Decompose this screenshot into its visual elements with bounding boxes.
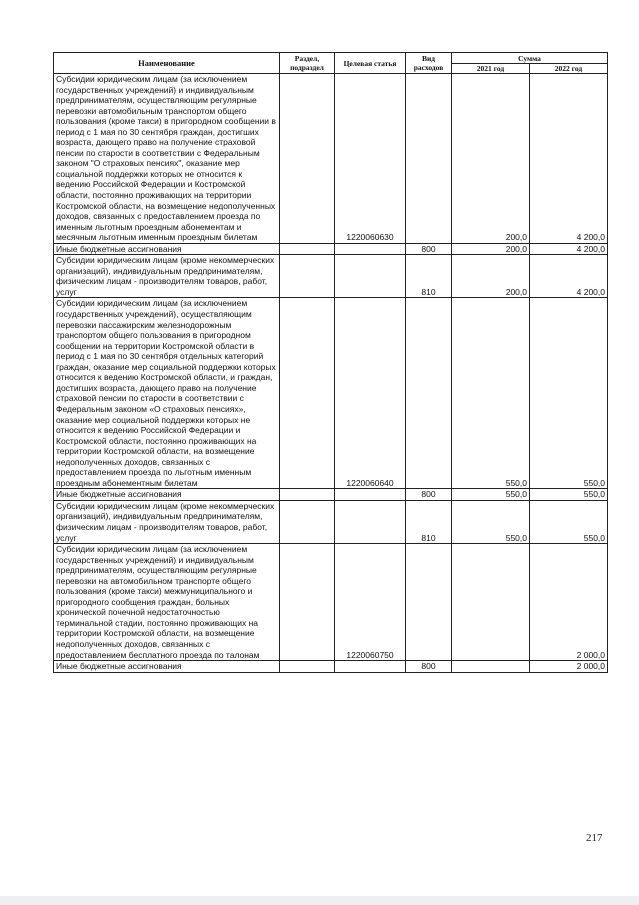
cell-2022: 550,0 [530, 500, 608, 543]
cell-2021: 200,0 [452, 255, 530, 298]
cell-target [335, 500, 406, 543]
cell-2021: 200,0 [452, 243, 530, 255]
cell-target: 1220060750 [335, 544, 406, 661]
header-name: Наименование [54, 53, 280, 74]
cell-2022: 2 000,0 [530, 544, 608, 661]
cell-section [280, 298, 335, 489]
cell-name: Субсидии юридическим лицам (за исключением государственных учреждений), осуществляющим перевозки пассажирским железнодорожным транспортом общего пользования в пригородном сообщении на территории Костромской области в период с 1 мая по 30 сентября отдельных категорий граждан, оказание мер социальной поддержки которых относится к ведению Костромской области, и граждан, достигших возраста, дающего право на получение страховой пенсии по старости в соответствии с Федеральным законом «О страховых пенсиях», оказание мер социальной поддержки которых не относится к ведению Российской Федерации и Костромской области, постоянно проживающих на территории Костромской области, на возмещение недополученных доходов, связанных с предоставлением проезда по льготным именным проездным абонементным билетам [54, 298, 280, 489]
cell-type: 800 [406, 243, 452, 255]
cell-name: Иные бюджетные ассигнования [54, 243, 280, 255]
cell-type: 800 [406, 661, 452, 673]
cell-2022: 4 200,0 [530, 243, 608, 255]
cell-name: Субсидии юридическим лицам (кроме некоммерческих организаций), индивидуальным предпринимателям, физическим лицам - производителям товаров, работ, услуг [54, 255, 280, 298]
cell-2021: 550,0 [452, 489, 530, 501]
cell-section [280, 661, 335, 673]
table-header [54, 53, 608, 74]
cell-target [335, 661, 406, 673]
cell-target [335, 255, 406, 298]
cell-2022: 550,0 [530, 298, 608, 489]
cell-target [335, 243, 406, 255]
cell-2021 [452, 661, 530, 673]
header-sum: Сумма [452, 53, 608, 64]
scan-bottom-edge [0, 896, 639, 905]
header-year-2021: 2021 год [452, 64, 530, 74]
cell-2021 [452, 544, 530, 661]
header-year-2022: 2022 год [530, 64, 608, 74]
cell-name: Иные бюджетные ассигнования [54, 661, 280, 673]
budget-table [53, 52, 608, 673]
cell-2021: 200,0 [452, 74, 530, 244]
cell-section [280, 74, 335, 244]
cell-type [406, 74, 452, 244]
table-row [54, 243, 608, 255]
cell-target: 1220060630 [335, 74, 406, 244]
header-section: Раздел, подраздел [280, 53, 335, 74]
table-body [54, 74, 608, 673]
cell-2022: 4 200,0 [530, 74, 608, 244]
table-row [54, 74, 608, 244]
cell-name: Субсидии юридическим лицам (за исключением государственных учреждений) и индивидуальным предпринимателям, осуществляющим регулярные перевозки на автомобильном транспорте общего пользования (кроме такси) межмуниципального и пригородного сообщения граждан, больных хронической почечной недостаточностью терминальной стадии, постоянно проживающих на территории Костромской области, на возмещение недополученных доходов, связанных с предоставлением бесплатного проезда по талонам [54, 544, 280, 661]
cell-type: 800 [406, 489, 452, 501]
table-row [54, 489, 608, 501]
cell-name: Иные бюджетные ассигнования [54, 489, 280, 501]
cell-section [280, 544, 335, 661]
table-row [54, 500, 608, 543]
page-number: 217 [586, 832, 603, 844]
table-row [54, 544, 608, 661]
cell-type: 810 [406, 500, 452, 543]
cell-target [335, 489, 406, 501]
header-target: Целевая статья [335, 53, 406, 74]
table-row [54, 255, 608, 298]
header-type: Вид расходов [406, 53, 452, 74]
cell-type [406, 544, 452, 661]
cell-2021: 550,0 [452, 298, 530, 489]
cell-2021: 550,0 [452, 500, 530, 543]
cell-name: Субсидии юридическим лицам (за исключением государственных учреждений) и индивидуальным предпринимателям, осуществляющим регулярные перевозки автомобильным транспортом общего пользования (кроме такси) в пригородном сообщении в период с 1 мая по 30 сентября граждан, достигших возраста, дающего право на получение страховой пенсии по старости в соответствии с Федеральным законом "О страховых пенсиях", оказание мер социальной поддержки которых не относится к ведению Российской Федерации и Костромской области, постоянно проживающих на территории Костромской области, на возмещение недополученных доходов, связанных с предоставлением проезда по именным льготным проездным абонементам и месячным льготным именным проездным билетам [54, 74, 280, 244]
cell-type [406, 298, 452, 489]
cell-target: 1220060640 [335, 298, 406, 489]
cell-name: Субсидии юридическим лицам (кроме некоммерческих организаций), индивидуальным предпринимателям, физическим лицам - производителям товаров, работ, услуг [54, 500, 280, 543]
cell-section [280, 243, 335, 255]
table-row [54, 661, 608, 673]
cell-section [280, 500, 335, 543]
cell-2022: 550,0 [530, 489, 608, 501]
cell-type: 810 [406, 255, 452, 298]
cell-2022: 2 000,0 [530, 661, 608, 673]
cell-section [280, 489, 335, 501]
cell-section [280, 255, 335, 298]
table-row [54, 298, 608, 489]
cell-2022: 4 200,0 [530, 255, 608, 298]
